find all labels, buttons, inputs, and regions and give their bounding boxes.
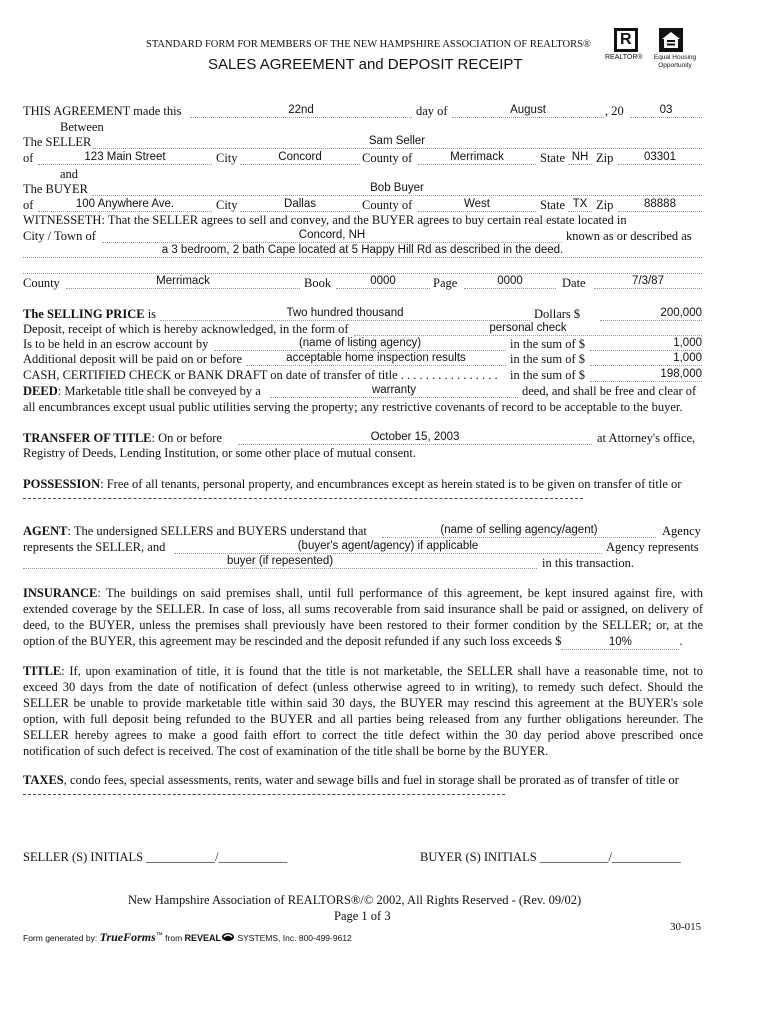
realtor-logo: [614, 28, 638, 52]
buyer-zip-label: Zip: [596, 198, 614, 212]
agent-label: [23, 524, 367, 539]
attorney-office-label: at Attorney's office,: [597, 431, 696, 445]
additional-amount-field[interactable]: 1,000: [590, 351, 702, 366]
property-county-field[interactable]: Merrimack: [66, 274, 300, 289]
deposit-form-field[interactable]: personal check: [354, 321, 702, 336]
copyright-text: New Hampshire Association of REALTORS®/© 2002, All Rights Reserved - (Rev. 09/02): [128, 893, 582, 907]
deed-type-field[interactable]: warranty: [270, 383, 518, 398]
selling-price-heading: The SELLING PRICE: [23, 307, 145, 321]
insurance-heading: INSURANCE: [23, 586, 98, 600]
selling-price-label: [23, 307, 156, 322]
generated-by-label: Form generated by:: [23, 933, 98, 943]
systems-phone: SYSTEMS, Inc. 800-499-9612: [237, 933, 352, 943]
deed-after-label: deed, and shall be free and clear of: [522, 384, 697, 398]
property-town-field[interactable]: Concord, NH: [102, 228, 562, 243]
seller-label: The SELLER: [23, 135, 92, 149]
known-as-label: known as or described as: [566, 229, 692, 243]
escrow-label: Is to be held in an escrow account by: [23, 337, 209, 351]
from-label: from: [165, 933, 183, 943]
transfer-text: : On or before: [151, 431, 222, 445]
taxes-heading: TAXES: [23, 773, 64, 787]
possession-dashed-line[interactable]: [23, 498, 583, 499]
agency-represents-field[interactable]: buyer (if repesented): [23, 554, 537, 569]
year-prefix-label: , 20: [605, 104, 624, 118]
page-title: SALES AGREEMENT and DEPOSIT RECEIPT: [208, 56, 523, 73]
reveal-logo: REVEAL: [184, 933, 222, 943]
insurance-text: : The buildings on said premises shall, until full performance of this agreement, be kept insured against fire, with extended coverage by the SELLER. In case of loss, all sums recoverable from said insurance shall be paid or assigned, on delivery of deed, to the BUYER, unless the premises shall previously have been restored to their former condition by the SELLER; or, at the option of the BUYER, this agreement may be rescinded and the deposit refunded if any such loss exceeds $: [23, 586, 703, 648]
represents-seller-label: represents the SELLER, and: [23, 540, 166, 554]
buyer-county-field[interactable]: West: [418, 197, 536, 212]
realtor-logo-letter: R: [620, 31, 632, 48]
buyer-address-field[interactable]: 100 Anywhere Ave.: [38, 197, 212, 212]
book-label: Book: [304, 276, 332, 290]
taxes-dashed-line[interactable]: [23, 794, 505, 795]
buyer-zip-field[interactable]: 88888: [618, 197, 702, 212]
county-label: County: [23, 276, 60, 290]
trueforms-logo: TrueForms: [99, 930, 156, 944]
realtor-label: REALTOR®: [605, 54, 643, 61]
taxes-text: , condo fees, special assessments, rents, water and sewage bills and fuel in storage shall be prorated as of transfer of title or: [63, 773, 679, 787]
price-amount-field[interactable]: 200,000: [600, 306, 702, 321]
price-words-field[interactable]: Two hundred thousand: [160, 306, 530, 321]
seller-name-field[interactable]: Sam Seller: [92, 134, 702, 149]
page-number: Page 1 of 3: [334, 909, 391, 923]
buyer-state-field[interactable]: TX: [568, 197, 592, 212]
possession-text: : Free of all tenants, personal property, and encumbrances except as herein stated is to be given on transfer of title or: [100, 477, 682, 491]
house-icon: [659, 28, 683, 52]
title-paragraph: [23, 663, 703, 759]
agent-heading: AGENT: [23, 524, 68, 538]
buyer-state-label: State: [540, 198, 565, 212]
seller-state-field[interactable]: NH: [568, 150, 592, 165]
reveal-swirl-icon: [221, 932, 235, 942]
additional-deposit-label: Additional deposit will be paid on or before: [23, 352, 243, 366]
possession-heading: POSSESSION: [23, 477, 101, 491]
buyer-city-label: City: [216, 198, 238, 212]
seller-zip-field[interactable]: 03301: [618, 150, 702, 165]
seller-initials[interactable]: SELLER (S) INITIALS ___________/___________: [23, 850, 288, 864]
title-heading: TITLE: [23, 664, 62, 678]
generated-by-footer: [23, 930, 352, 945]
escrow-sum-label: in the sum of $: [510, 337, 585, 351]
title-text: : If, upon examination of title, it is found that the title is not marketable, the SELLER shall have a reasonable time, not to exceed 30 days from the date of notification of defect (unless otherwise agreed to in writing), to remedy such defect. Should the SELLER be unable to provide marketable title within said 30 days, the BUYER may rescind this agreement at the BUYER's sole option, with full deposit being refunded to the BUYER and all parties being released from any further obligations hereunder. The SELLER hereby agrees to make a good faith effort to correct the title defect within the 30 day period above prescribed once notification of such defect is received. The cost of examination of the title shall be borne by the BUYER.: [23, 664, 703, 758]
deed-label: [23, 384, 261, 399]
seller-city-label: City: [216, 151, 238, 165]
buyer-county-label: County of: [362, 198, 413, 212]
in-this-transaction-label: in this transaction.: [542, 556, 634, 570]
seller-county-field[interactable]: Merrimack: [418, 150, 536, 165]
month-field[interactable]: August: [452, 103, 604, 118]
property-description-field[interactable]: a 3 bedroom, 2 bath Cape located at 5 Happy Hill Rd as described in the deed.: [23, 243, 702, 258]
seller-county-label: County of: [362, 151, 413, 165]
escrow-amount-field[interactable]: 1,000: [590, 336, 702, 351]
city-town-label: City / Town of: [23, 229, 96, 243]
deed-date-field[interactable]: 7/3/87: [594, 274, 702, 289]
standard-form-header: STANDARD FORM FOR MEMBERS OF THE NEW HAMPSHIRE ASSOCIATION OF REALTORS®: [146, 39, 591, 50]
agreement-made-label: THIS AGREEMENT made this: [23, 104, 182, 118]
cash-amount-field[interactable]: 198,000: [590, 367, 702, 382]
transfer-line2: Registry of Deeds, Lending Institution, or some other place of mutual consent.: [23, 446, 416, 460]
year-field[interactable]: 03: [630, 103, 702, 118]
cash-label: CASH, CERTIFIED CHECK or BANK DRAFT on date of transfer of title . . . . . . . . . . . . . . . .: [23, 368, 498, 382]
selling-price-is: is: [147, 307, 157, 321]
property-description-line2[interactable]: [23, 259, 702, 274]
buyer-label: The BUYER: [23, 182, 88, 196]
and-label: and: [60, 167, 79, 181]
insurance-paragraph: [23, 585, 703, 650]
transfer-heading: TRANSFER OF TITLE: [23, 431, 152, 445]
dollars-label: Dollars $: [534, 307, 581, 321]
seller-zip-label: Zip: [596, 151, 614, 165]
page-label: Page: [433, 276, 458, 290]
insurance-period: .: [679, 634, 683, 648]
deed-heading: DEED: [23, 384, 58, 398]
equal-housing-label: Equal Housing Opportunity: [653, 54, 697, 69]
seller-city-field[interactable]: Concord: [240, 150, 360, 165]
trademark-mark: ™: [155, 932, 163, 940]
escrow-holder-field[interactable]: (name of listing agency): [214, 336, 506, 351]
book-field[interactable]: 0000: [336, 274, 430, 289]
equal-housing-icon: [659, 28, 683, 52]
page-field[interactable]: 0000: [464, 274, 556, 289]
day-of-label: day of: [416, 104, 448, 118]
transfer-label: [23, 431, 222, 446]
seller-address-field[interactable]: 123 Main Street: [38, 150, 212, 165]
between-label: Between: [60, 120, 104, 134]
transfer-date-field[interactable]: October 15, 2003: [238, 430, 592, 445]
seller-of-label: of: [23, 151, 34, 165]
agent-text: : The undersigned SELLERS and BUYERS understand that: [67, 524, 367, 538]
agency-label: Agency: [662, 524, 701, 538]
form-number: 30-015: [670, 921, 702, 933]
agency-represents-label: Agency represents: [606, 540, 699, 554]
additional-condition-field[interactable]: acceptable home inspection results: [246, 351, 506, 366]
deed-line2: all encumbrances except usual public utilities serving the property; any restrictive covenants of record to be acceptable to the buyer.: [23, 400, 683, 414]
buyer-initials[interactable]: BUYER (S) INITIALS ___________/___________: [420, 850, 681, 864]
cash-sum-label: in the sum of $: [510, 368, 585, 382]
day-field[interactable]: 22nd: [190, 103, 412, 118]
seller-state-label: State: [540, 151, 565, 165]
witnesseth-text: WITNESSETH: That the SELLER agrees to sell and convey, and the BUYER agrees to buy certain real estate located in: [23, 213, 627, 227]
buyer-name-field[interactable]: Bob Buyer: [92, 181, 702, 196]
buyer-city-field[interactable]: Dallas: [240, 197, 360, 212]
selling-agency-field[interactable]: (name of selling agency/agent): [382, 523, 656, 538]
buyer-agency-field[interactable]: (buyer's agent/agency) if applicable: [174, 539, 602, 554]
possession-label: [23, 477, 681, 492]
insurance-threshold-field[interactable]: 10%: [561, 636, 679, 650]
buyer-of-label: of: [23, 198, 34, 212]
date-label: Date: [562, 276, 586, 290]
taxes-label: [23, 773, 679, 788]
additional-sum-label: in the sum of $: [510, 352, 585, 366]
deposit-label: Deposit, receipt of which is hereby acknowledged, in the form of: [23, 322, 349, 336]
deed-text: : Marketable title shall be conveyed by a: [57, 384, 261, 398]
